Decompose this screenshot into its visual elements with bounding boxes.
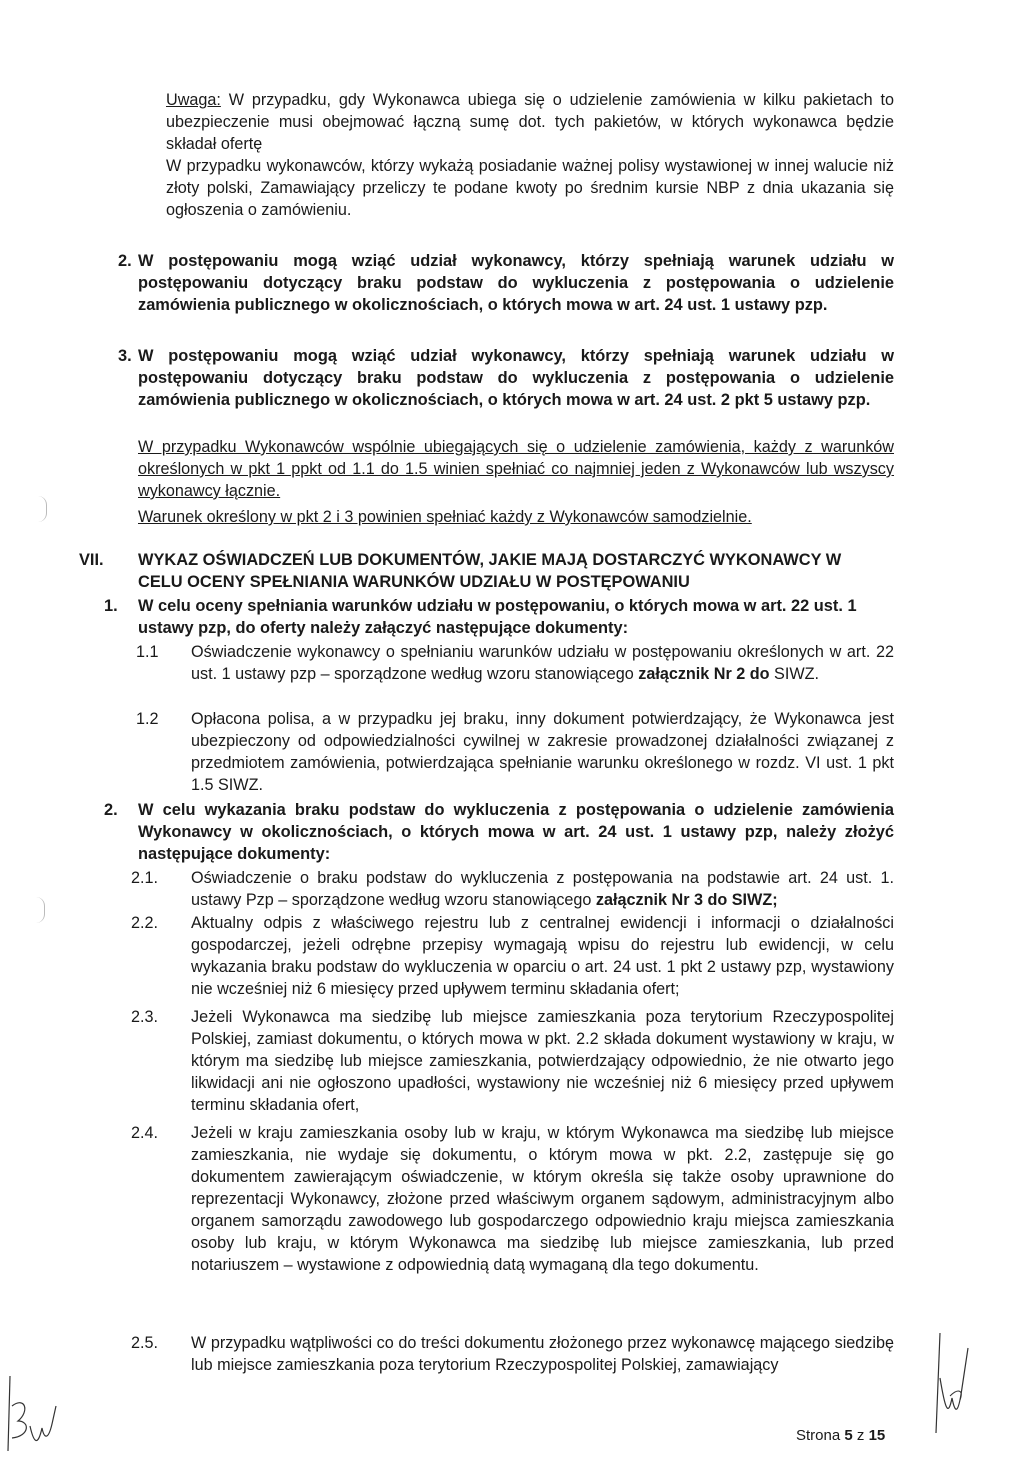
uwaga-note-2 — [166, 155, 894, 221]
item-1-1-text — [191, 641, 894, 685]
condition-2 — [118, 251, 894, 316]
page-number — [796, 1427, 885, 1444]
item-2-5-text: W przypadku wątpliwości co do treści dokumentu złożonego przez wykonawcę mającego siedzibę lub miejsce zamieszkania poza terytorium Rzeczypospolitej Polskiej, zamawiający — [191, 1334, 894, 1374]
handwritten-signature-right — [930, 1328, 990, 1438]
page-number-middle: z — [852, 1427, 869, 1444]
page-number-total: 15 — [868, 1427, 886, 1444]
uwaga-text-1: W przypadku, gdy Wykonawca ubiega się o udzielenie zamówienia w kilku pakietach to ubezpieczenie musi obejmować łączną sumę dot. tych pakietów, w których wykonawca będzie składał ofertę — [166, 91, 894, 153]
item-2-1-number: 2.1. — [131, 869, 159, 887]
item-1-2-number: 1.2 — [136, 710, 159, 728]
condition-2-text: W postępowaniu mogą wziąć udział wykonawcy, którzy spełniają warunek udziału w postępowaniu dotyczący braku podstaw do wykluczenia z postępowania o udzielenie zamówienia publicznego w okolicznościach, o których mowa w art. 24 ust. 1 ustawy pzp. — [138, 252, 894, 314]
handwritten-initials-left — [0, 1366, 70, 1456]
item-2-1-text — [191, 867, 894, 911]
margin-mark-2 — [36, 897, 45, 923]
consortium-note: W przypadku Wykonawców wspólnie ubiegających się o udzielenie zamówienia, każdy z warunków określonych w pkt 1 ppkt od 1.1 do 1.5 winien spełniać co najmniej jeden z Wykonawców lub wszyscy wykonawcy łącznie. — [138, 438, 894, 500]
item-2-2-number: 2.2. — [131, 914, 159, 932]
item-2-number: 2. — [104, 801, 118, 819]
page-number-prefix: Strona — [796, 1427, 845, 1444]
uwaga-note — [166, 89, 894, 155]
item-1-1-number: 1.1 — [136, 643, 159, 661]
item-2-3-text: Jeżeli Wykonawca ma siedzibę lub miejsce zamieszkania poza terytorium Rzeczypospolitej Polskiej, zamiast dokumentu, o których mowa w pkt. 2.2 składa dokument wystawiony w kraju, w którym ma siedzibę lub miejsce zamieszkania, potwierdzający odpowiednio, że nie otwarto jego likwidacji ani nie ogłoszono upadłości, wystawiony nie wcześniej niż 6 miesięcy przed upływem terminu składania ofert, — [191, 1008, 894, 1114]
item-2-4-text: Jeżeli w kraju zamieszkania osoby lub w kraju, w którym Wykonawca ma siedzibę lub miejsce zamieszkania, nie wydaje się dokumentu, o którym mowa w pkt. 2.2, zastępuje się go dokumentem zawierającym oświadczenie, w którym określa się także osoby uprawnione do reprezentacji Wykonawcy, złożone przed właściwym organem sądowym, administracyjnym albo organem samorządu zawodowego lub gospodarczego odpowiednio kraju miejsca zamieszkania osoby lub kraju, w którym Wykonawca ma siedzibę lub miejsce zamieszkania, lub przed notariuszem – wystawione z odpowiednią datą wymaganą dla tego dokumentu. — [191, 1124, 894, 1274]
item-2-text: W celu wykazania braku podstaw do wykluczenia z postępowania o udzielenie zamówienia Wykonawcy w okolicznościach, o których mowa w art. 24 ust. 1 ustawy pzp, należy złożyć następujące dokumenty: — [138, 801, 894, 863]
item-2-3-number: 2.3. — [131, 1008, 159, 1026]
section-vii-item-2 — [104, 800, 894, 865]
condition-3-text: W postępowaniu mogą wziąć udział wykonawcy, którzy spełniają warunek udziału w postępowaniu dotyczący braku podstaw do wykluczenia z postępowania o udzielenie zamówienia publicznego w okolicznościach, o których mowa w art. 24 ust. 2 pkt 5 ustawy pzp. — [138, 347, 894, 409]
section-vii-title: WYKAZ OŚWIADCZEŃ LUB DOKUMENTÓW, JAKIE MAJĄ DOSTARCZYĆ WYKONAWCY W CELU OCENY SPEŁNIANIA WARUNKÓW UDZIAŁU W POSTĘPOWANIU — [138, 551, 842, 591]
uwaga-text-2: W przypadku wykonawców, którzy wykażą posiadanie ważnej polisy wystawionej w innej walucie niż złoty polski, Zamawiający przeliczy te podane kwoty po średnim kursie NBP z dnia ukazania się ogłoszenia o zamówieniu. — [166, 157, 894, 219]
item-1-1-text-tail: SIWZ. — [769, 665, 820, 683]
section-vii-heading — [79, 550, 894, 594]
condition-3 — [118, 346, 894, 411]
condition-2-number: 2. — [118, 252, 132, 270]
item-2-5 — [131, 1332, 894, 1376]
item-2-4-number: 2.4. — [131, 1124, 159, 1142]
independent-condition-note: Warunek określony w pkt 2 i 3 powinien spełniać każdy z Wykonawców samodzielnie. — [138, 508, 752, 526]
item-1-2-text: Opłacona polisa, a w przypadku jej braku, inny dokument potwierdzający, że Wykonawca jest ubezpieczony od odpowiedzialności cywilnej w zakresie prowadzonej działalności związanej z przedmiotem zamówienia, potwierdzająca spełnianie warunku określonego w rozdz. VI ust. 1 pkt 1.5 SIWZ. — [191, 710, 894, 794]
item-2-1-text-plain: Oświadczenie o braku podstaw do wykluczenia z postępowania na podstawie art. 24 ust. 1. ustawy Pzp – sporządzone według wzoru stanowiącego — [191, 869, 894, 909]
item-2-5-number: 2.5. — [131, 1334, 159, 1352]
uwaga-label: Uwaga: — [166, 91, 221, 109]
margin-mark-1 — [38, 496, 47, 522]
item-2-2 — [131, 912, 894, 1000]
item-2-3 — [131, 1006, 894, 1116]
item-1-2 — [136, 708, 894, 796]
item-2-1 — [131, 867, 894, 911]
item-1-1-text-bold: załącznik Nr 2 do — [638, 665, 770, 683]
condition-3-number: 3. — [118, 347, 132, 365]
item-2-4 — [131, 1122, 894, 1276]
item-1-1-text-plain: Oświadczenie wykonawcy o spełnianiu warunków udziału w postępowaniu określonych w art. 22 ust. 1 ustawy pzp – sporządzone według wzoru stanowiącego — [191, 643, 894, 683]
section-vii-item-1 — [104, 596, 894, 640]
item-2-2-text: Aktualny odpis z właściwego rejestru lub z centralnej ewidencji i informacji o działalności gospodarczej, jeżeli odrębne przepisy wymagają wpisu do rejestru lub ewidencji, w celu wykazania braku podstaw do wykluczenia w oparciu o art. 24 ust. 1 pkt 2 ustawy pzp, wystawiony nie wcześniej niż 6 miesięcy przed upływem terminu składania ofert; — [191, 914, 894, 998]
item-2-1-text-bold: załącznik Nr 3 do SIWZ; — [595, 891, 778, 909]
item-1-text: W celu oceny spełniania warunków udziału w postępowaniu, o których mowa w art. 22 ust. 1 ustawy pzp, do oferty należy załączyć następujące dokumenty: — [138, 597, 857, 637]
section-vii-number: VII. — [79, 551, 104, 569]
page-number-current: 5 — [844, 1427, 853, 1444]
item-1-number: 1. — [104, 597, 118, 615]
item-1-1 — [136, 641, 894, 685]
